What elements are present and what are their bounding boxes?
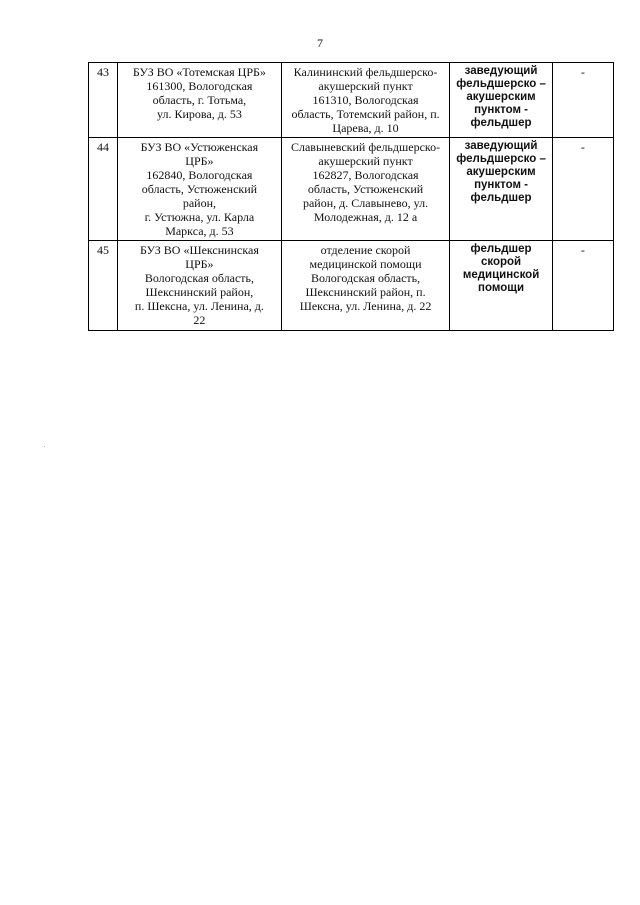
scan-speck bbox=[44, 446, 45, 447]
page-number: 7 bbox=[317, 36, 323, 50]
unit-cell: отделение скорой медицинской помощи Вологодская область, Шекснинский район, п. Шексна, ул. Ленина, д. 22 bbox=[281, 241, 450, 331]
unit-cell: Калининский фельдшерско- акушерский пункт 161310, Вологодская область, Тотемский район, п. Царева, д. 10 bbox=[281, 63, 450, 138]
note-cell: - bbox=[552, 138, 613, 241]
table-row bbox=[89, 241, 614, 331]
unit-cell: Славыневский фельдшерско- акушерский пункт 162827, Вологодская область, Устюженский район, д. Славынево, ул. Молодежная, д. 12 а bbox=[281, 138, 450, 241]
row-number: 45 bbox=[89, 241, 118, 331]
note-cell: - bbox=[552, 63, 613, 138]
row-number: 43 bbox=[89, 63, 118, 138]
organization-cell: БУЗ ВО «Шекснинская ЦРБ» Вологодская область, Шекснинский район, п. Шексна, ул. Ленина, д. 22 bbox=[118, 241, 282, 331]
table-row bbox=[89, 138, 614, 241]
organization-cell: БУЗ ВО «Тотемская ЦРБ» 161300, Вологодская область, г. Тотьма, ул. Кирова, д. 53 bbox=[118, 63, 282, 138]
row-number: 44 bbox=[89, 138, 118, 241]
positions-table bbox=[88, 62, 614, 331]
organization-cell: БУЗ ВО «Устюженская ЦРБ» 162840, Вологодская область, Устюженский район, г. Устюжна, ул. Карла Маркса, д. 53 bbox=[118, 138, 282, 241]
position-cell: заведующий фельдшерско – акушерским пунктом - фельдшер bbox=[450, 63, 552, 138]
position-cell: фельдшер скорой медицинской помощи bbox=[450, 241, 552, 331]
note-cell: - bbox=[552, 241, 613, 331]
position-cell: заведующий фельдшерско – акушерским пунктом - фельдшер bbox=[450, 138, 552, 241]
table-row bbox=[89, 63, 614, 138]
